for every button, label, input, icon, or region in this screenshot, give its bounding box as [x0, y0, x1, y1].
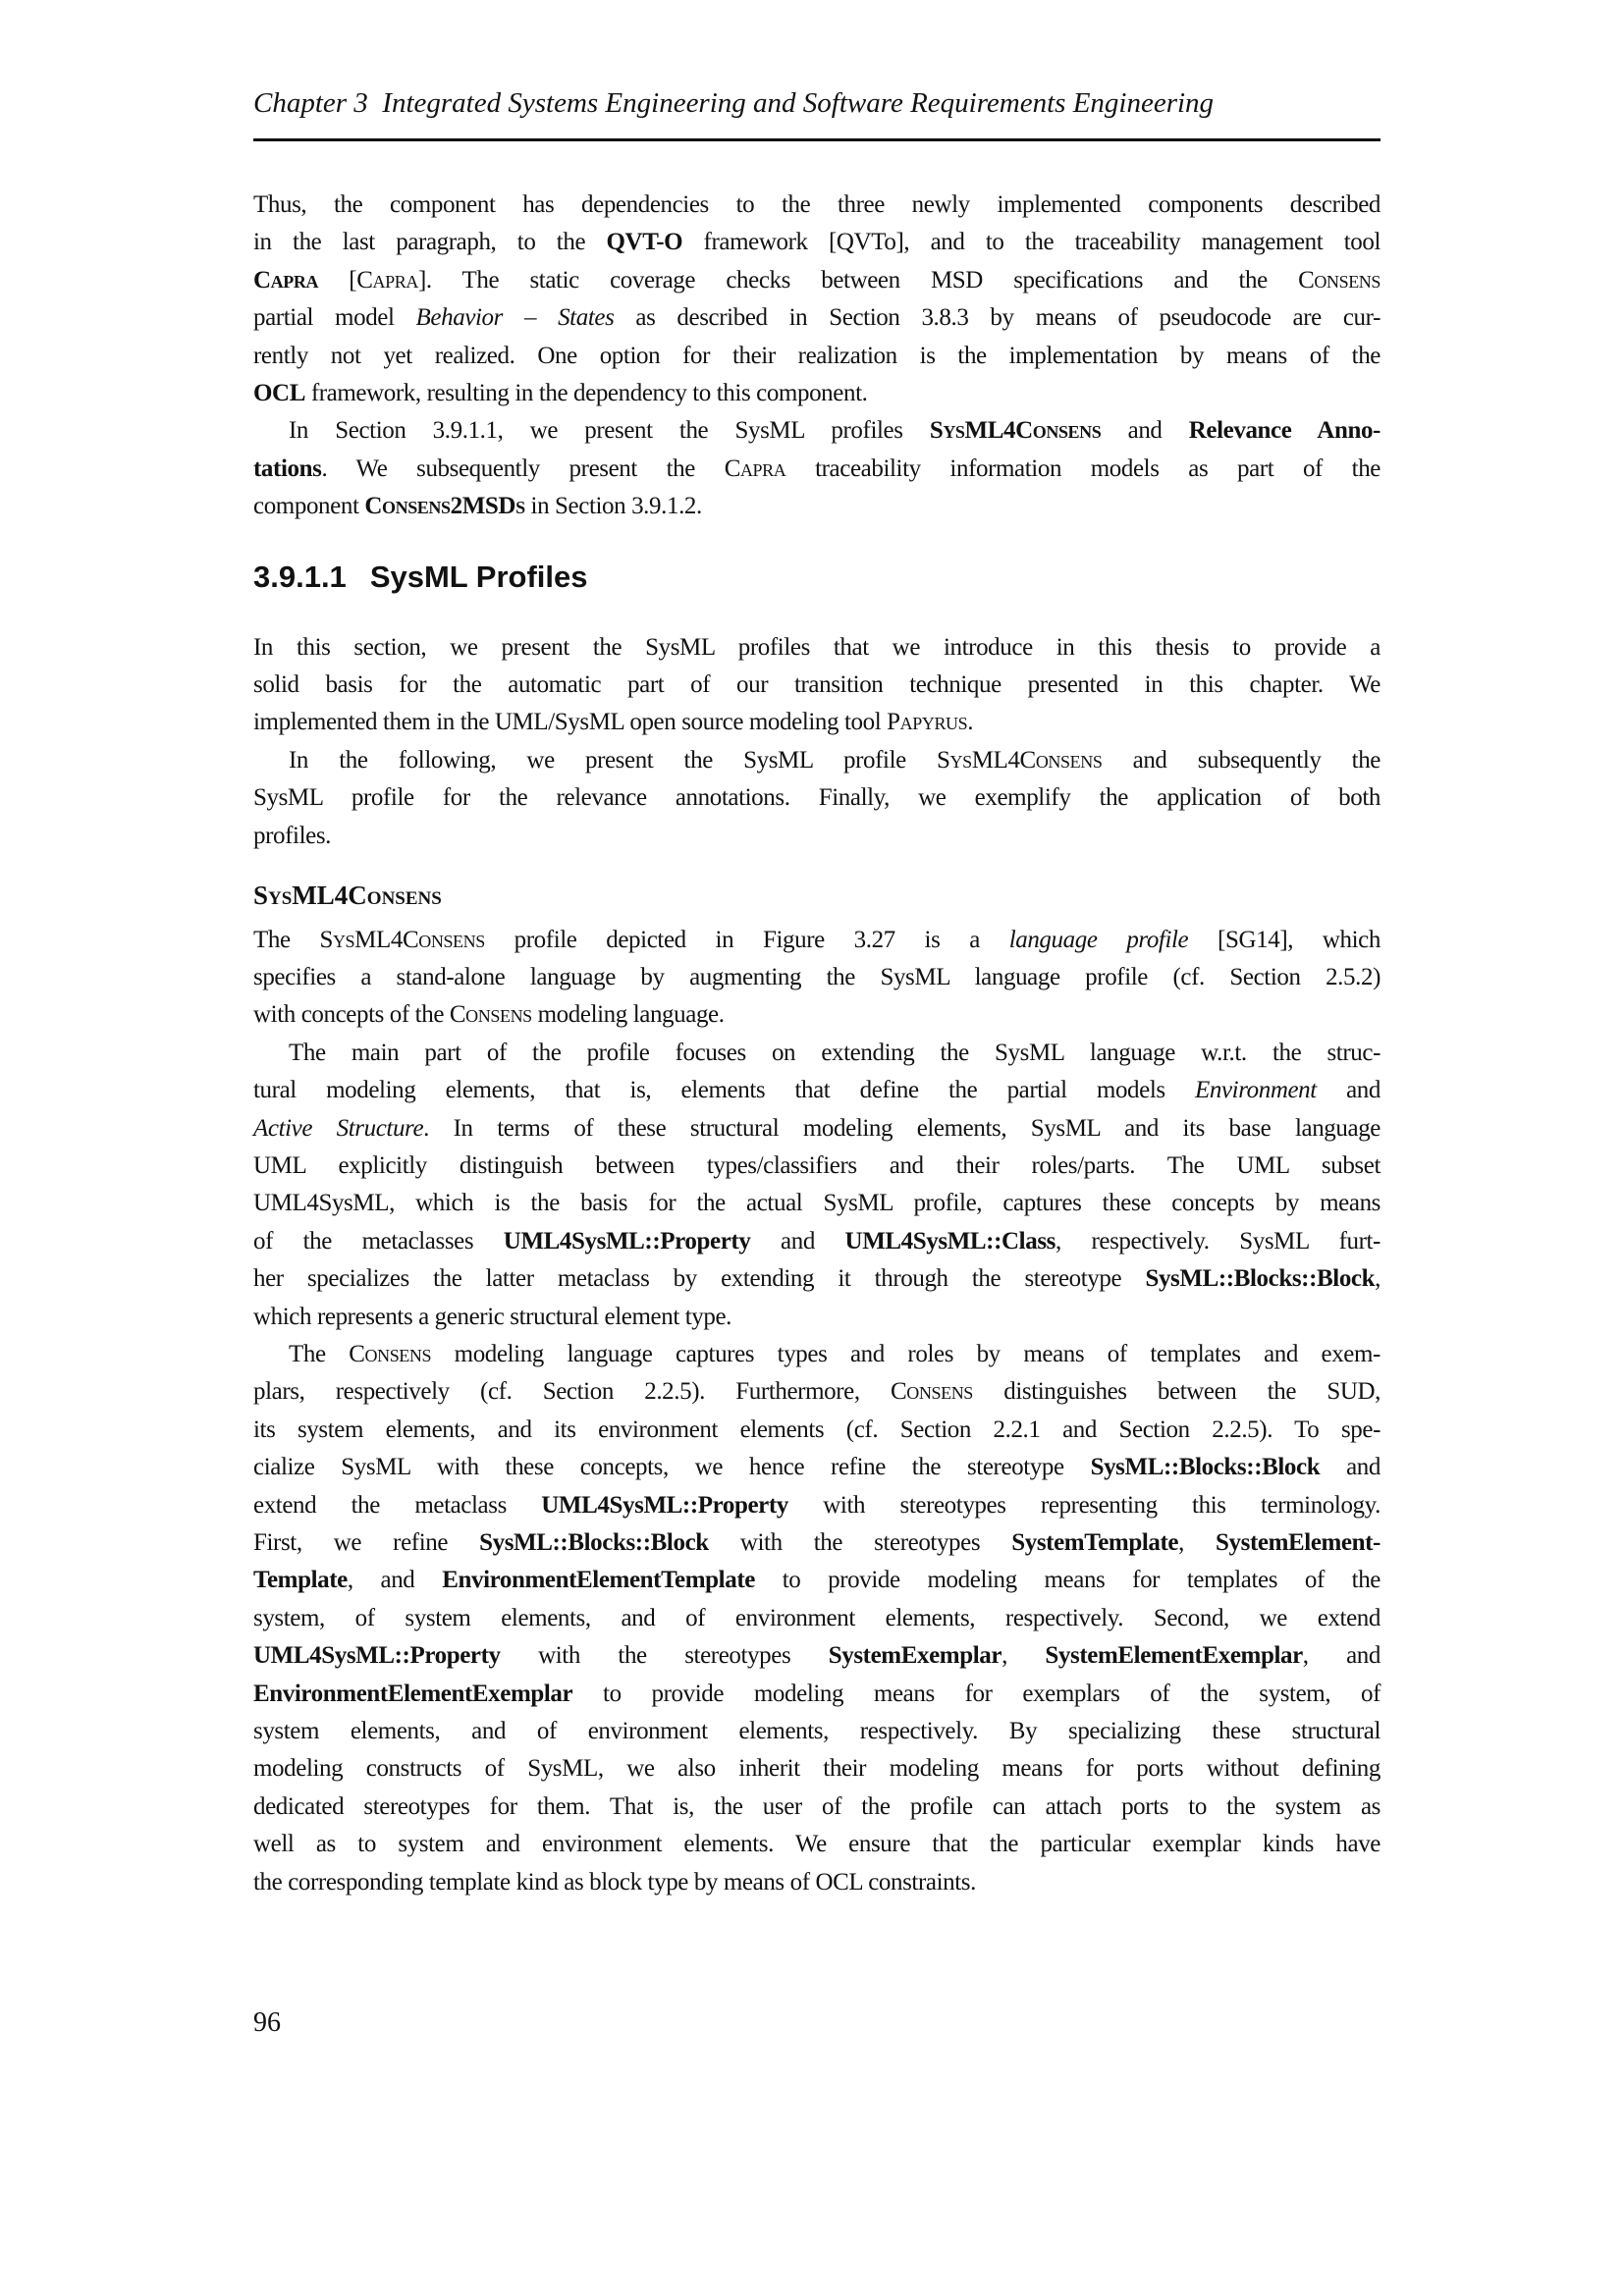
text-run: UML4SysML::Property	[541, 1491, 788, 1519]
text-run: in the last paragraph, to the	[253, 229, 607, 256]
text-line	[253, 1864, 1380, 1901]
paragraph	[253, 922, 1380, 1035]
text-line	[253, 922, 1380, 959]
page-number: 96	[253, 2007, 281, 2038]
text-run: Environment	[1195, 1077, 1317, 1104]
text-run: rently not yet realized. One option for their realization is the implementation by means of the	[253, 342, 1380, 369]
text-line	[253, 375, 1380, 412]
text-line	[253, 1299, 1380, 1336]
paragraph	[253, 742, 1380, 855]
text-run: In the following, we present the SysML profile	[289, 746, 938, 774]
text-run: .	[967, 709, 974, 736]
text-run: Capra	[356, 266, 418, 294]
text-run: with concepts of the	[253, 1001, 450, 1029]
text-run: Capra	[253, 266, 319, 294]
text-run: UML4SysML::Property	[253, 1642, 501, 1670]
text-run: and	[750, 1227, 845, 1255]
text-run: , and	[1302, 1642, 1381, 1670]
text-run: ,	[1375, 1265, 1380, 1293]
text-run: Consens	[449, 1001, 532, 1029]
text-run: traceability information models as part of the	[785, 454, 1381, 482]
text-line	[253, 1600, 1380, 1637]
section-title: SysML Profiles	[369, 559, 588, 594]
text-run: In this section, we present the SysML profiles that we introduce in this thesis to provide a	[253, 633, 1380, 661]
text-run: well as to system and environment elements. We ensure that the particular exemplar kinds have	[253, 1831, 1380, 1858]
text-run: Behavior – States	[415, 304, 615, 332]
text-line	[253, 1035, 1380, 1072]
text-run: . We subsequently present the	[321, 454, 725, 482]
text-line	[253, 488, 1380, 525]
text-line	[253, 1185, 1380, 1222]
text-line	[253, 1637, 1380, 1675]
text-run: , and	[347, 1567, 443, 1594]
text-run: SysML4Consens	[937, 746, 1103, 774]
text-line	[253, 1449, 1380, 1486]
text-run: modeling language captures types and roles by means of templates and exem-	[431, 1340, 1380, 1367]
text-run: the corresponding template kind as block type by means of OCL constraints.	[253, 1868, 976, 1896]
text-run: Consens	[1298, 266, 1380, 294]
text-line	[253, 1562, 1380, 1599]
text-run: The main part of the profile focuses on extending the SysML language w.r.t. the struc-	[289, 1039, 1380, 1066]
text-run: SysML4Consens	[319, 926, 485, 953]
text-run: UML explicitly distinguish between types/classifiers and their roles/parts. The UML subset	[253, 1151, 1380, 1179]
paragraph	[253, 187, 1380, 412]
text-run: framework, resulting in the dependency to this component.	[304, 380, 868, 407]
text-run: to provide modeling means for exemplars of the system, of	[572, 1680, 1380, 1707]
text-run: modeling constructs of SysML, we also inherit their modeling means for ports without defining	[253, 1755, 1380, 1783]
text-line	[253, 1110, 1380, 1148]
text-run: extend the metaclass	[253, 1491, 542, 1519]
text-run: tural modeling elements, that is, elements that define the partial models	[253, 1077, 1196, 1104]
text-line	[253, 629, 1380, 667]
text-run: Template	[253, 1567, 348, 1594]
text-run: with stereotypes representing this terminology.	[787, 1491, 1380, 1519]
text-run: tations	[253, 454, 322, 482]
text-run: cialize SysML with these concepts, we hence refine the stereotype	[253, 1454, 1091, 1481]
text-line	[253, 742, 1380, 779]
text-run: to provide modeling means for templates of the	[754, 1567, 1380, 1594]
header-rule	[253, 138, 1380, 141]
text-run: Consens	[891, 1378, 973, 1406]
text-line	[253, 704, 1380, 741]
text-run: SystemElementExemplar	[1045, 1642, 1303, 1670]
chapter-header-text: Chapter 3 Integrated Systems Engineering and Software Requirements Engineering	[253, 87, 1215, 119]
text-run: dedicated stereotypes for them. That is, the user of the profile can attach ports to the system as	[253, 1792, 1380, 1820]
text-run: SysML4Consens	[253, 881, 442, 911]
text-line	[253, 818, 1380, 855]
text-run: SystemExemplar	[828, 1642, 1002, 1670]
text-line	[253, 1676, 1380, 1713]
page-body	[253, 187, 1380, 1901]
text-run: QVT-O	[606, 229, 683, 256]
text-run: component	[253, 493, 365, 520]
text-run: In Section 3.9.1.1, we present the SysML profiles	[289, 417, 930, 445]
text-line	[253, 1148, 1380, 1185]
text-run: system, of system elements, and of environment elements, respectively. Second, we extend	[253, 1604, 1380, 1631]
text-run: with the stereotypes	[500, 1642, 829, 1670]
text-run: SysML::Blocks::Block	[1145, 1265, 1376, 1293]
text-run: SysML profile for the relevance annotations. Finally, we exemplify the application of both	[253, 784, 1380, 812]
text-line	[253, 224, 1380, 261]
text-line	[253, 1412, 1380, 1449]
text-line	[253, 1373, 1380, 1411]
text-run: with the stereotypes	[708, 1529, 1012, 1556]
text-run: and	[1316, 1077, 1380, 1104]
text-line	[253, 779, 1380, 817]
text-run: modeling language.	[531, 1001, 725, 1029]
text-run: distinguishes between the SUD,	[972, 1378, 1381, 1406]
text-line	[253, 1826, 1380, 1863]
text-run: OCL	[253, 380, 305, 407]
text-run: SysML4Consens	[929, 417, 1102, 445]
text-line	[253, 451, 1380, 488]
text-run: EnvironmentElementTemplate	[442, 1567, 755, 1594]
text-run: Relevance Anno-	[1188, 417, 1380, 445]
paragraph	[253, 1035, 1380, 1336]
text-run: specifies a stand-alone language by augmenting the SysML language profile (cf. Section 2.5.2)	[253, 963, 1380, 990]
text-line	[253, 1524, 1380, 1562]
text-run: as described in Section 3.8.3 by means of pseudocode are cur-	[614, 304, 1380, 332]
paragraph	[253, 1336, 1380, 1901]
text-line	[253, 1260, 1380, 1298]
text-run: First, we refine	[253, 1529, 480, 1556]
text-run: and	[1101, 417, 1189, 445]
text-line	[253, 412, 1380, 450]
text-run: UML4SysML::Property	[503, 1227, 751, 1255]
text-run: its system elements, and its environment elements (cf. Section 2.2.1 and Section 2.2.5). To spe-	[253, 1415, 1380, 1443]
text-line	[253, 262, 1380, 299]
text-run: The	[289, 1340, 350, 1367]
text-line	[253, 1223, 1380, 1260]
text-run: SystemTemplate	[1011, 1529, 1179, 1556]
text-run: UML4SysML::Class	[844, 1227, 1056, 1255]
text-run: Capra	[724, 454, 786, 482]
text-line	[253, 1072, 1380, 1109]
text-run: system elements, and of environment elements, respectively. By specializing these structural	[253, 1718, 1380, 1745]
text-run: plars, respectively (cf. Section 2.2.5). Furthermore,	[253, 1378, 892, 1406]
text-run: Consens2MSDs	[364, 493, 525, 520]
text-run: of the metaclasses	[253, 1227, 504, 1255]
text-run: framework [QVTo], and to the traceability management tool	[682, 229, 1380, 256]
text-run: profiles.	[253, 822, 332, 849]
text-run: language profile	[1008, 926, 1189, 953]
text-run: UML4SysML, which is the basis for the actual SysML profile, captures these concepts by means	[253, 1190, 1380, 1217]
text-run: which represents a generic structural element type.	[253, 1303, 732, 1330]
text-run: SysML::Blocks::Block	[1090, 1454, 1321, 1481]
text-run: and	[1320, 1454, 1380, 1481]
text-run: [	[318, 266, 357, 294]
text-run: implemented them in the UML/SysML open source modeling tool	[253, 709, 888, 736]
text-run: Papyrus	[887, 709, 968, 736]
text-line	[253, 338, 1380, 375]
text-line	[253, 187, 1380, 224]
text-line	[253, 1789, 1380, 1826]
text-line	[253, 996, 1380, 1034]
text-line	[253, 299, 1380, 337]
text-line	[253, 1336, 1380, 1373]
text-run: [SG14], which	[1188, 926, 1380, 953]
text-line	[253, 1487, 1380, 1524]
text-run: . In terms of these structural modeling elements, SysML and its base language	[423, 1114, 1380, 1142]
text-run: solid basis for the automatic part of our transition technique presented in this chapter. We	[253, 671, 1380, 699]
text-run: ,	[1001, 1642, 1046, 1670]
text-run: ]. The static coverage checks between MSD specifications and the	[417, 266, 1299, 294]
text-line	[253, 667, 1380, 704]
text-run: The	[253, 926, 320, 953]
text-run: Active Structure	[253, 1114, 424, 1142]
text-run: her specializes the latter metaclass by extending it through the stereotype	[253, 1265, 1146, 1293]
text-run: and subsequently the	[1102, 746, 1381, 774]
text-line	[253, 1750, 1380, 1788]
paragraph	[253, 629, 1380, 742]
text-run: ,	[1178, 1529, 1217, 1556]
text-run: SysML::Blocks::Block	[479, 1529, 709, 1556]
paragraph	[253, 412, 1380, 525]
text-run: , respectively. SysML furt-	[1055, 1227, 1380, 1255]
text-run: Thus, the component has dependencies to the three newly implemented components described	[253, 191, 1380, 218]
text-run: SystemElement-	[1216, 1529, 1380, 1556]
text-run: partial model	[253, 304, 416, 332]
subsection-heading	[253, 877, 1380, 914]
section-heading	[253, 558, 1380, 597]
text-line	[253, 959, 1380, 996]
section-number: 3.9.1.1	[253, 559, 347, 594]
text-run: profile depicted in Figure 3.27 is a	[484, 926, 1009, 953]
text-run: EnvironmentElementExemplar	[253, 1680, 573, 1707]
text-line	[253, 1713, 1380, 1750]
text-run: in Section 3.9.1.2.	[524, 493, 702, 520]
text-run: Consens	[349, 1340, 432, 1367]
